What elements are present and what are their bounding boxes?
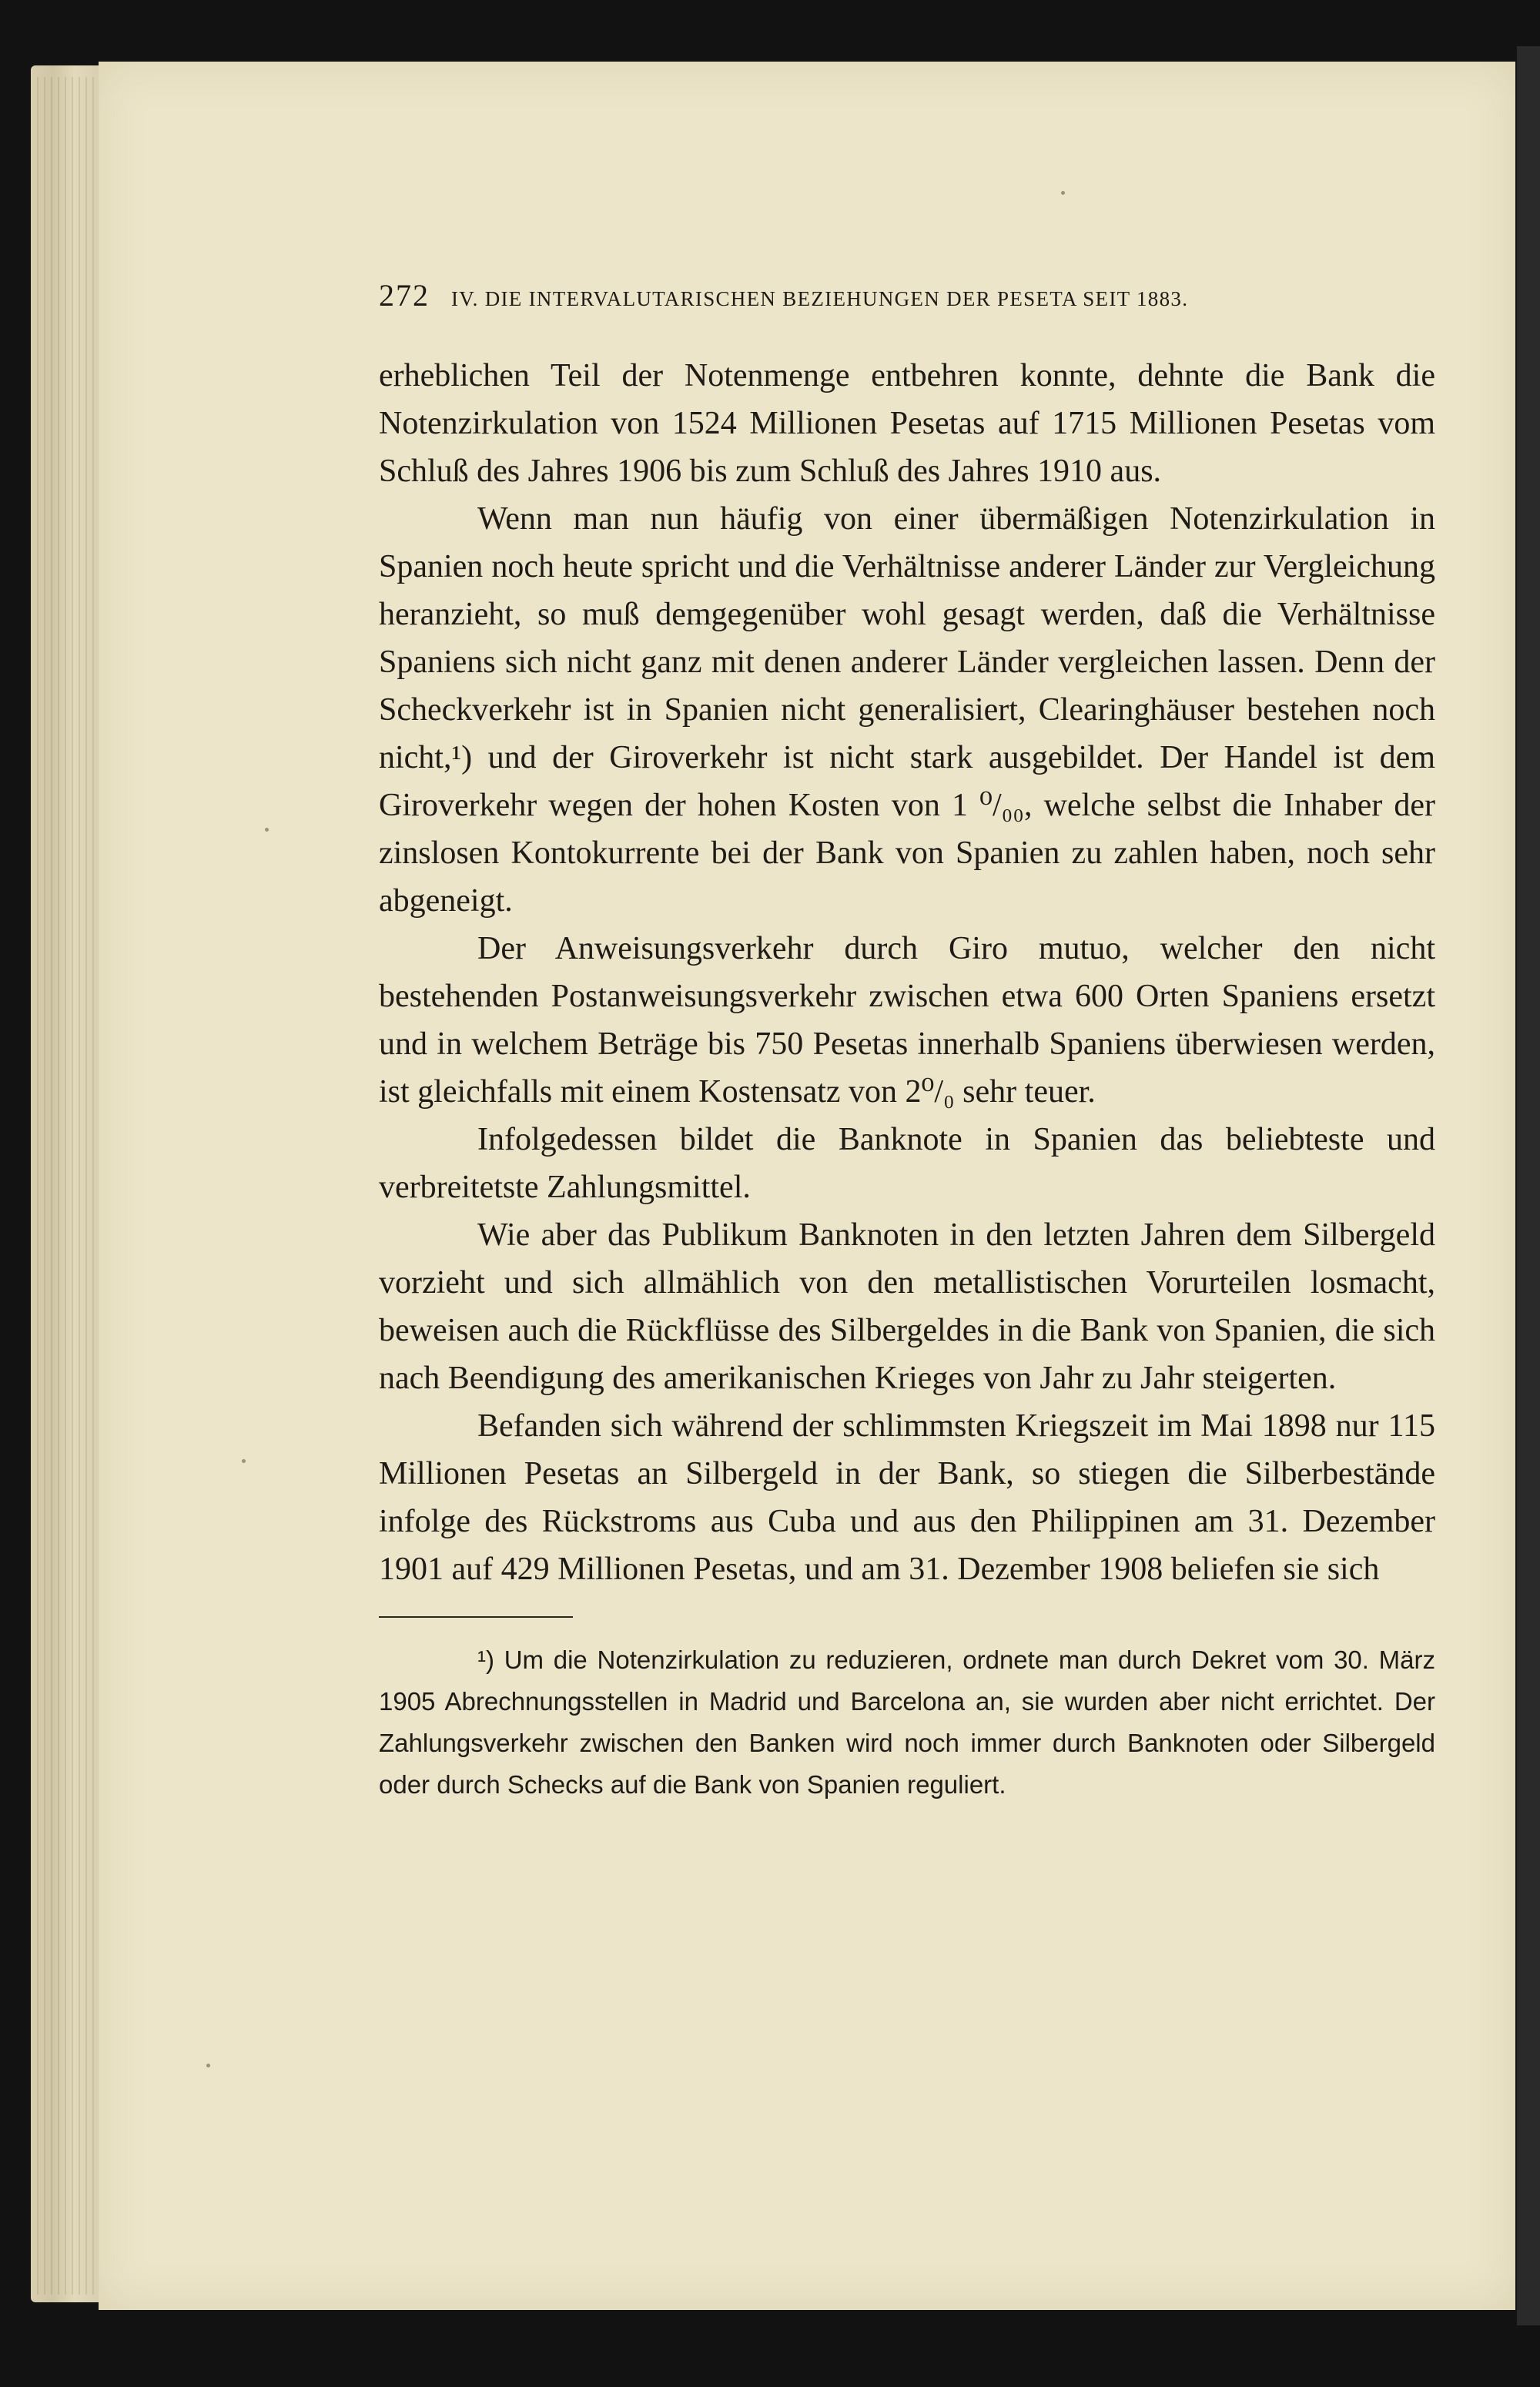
page-content — [379, 277, 1435, 1806]
paragraph: erheblichen Teil der Notenmenge entbehren konnte, dehnte die Bank die Notenzirkulation von 1524 Millionen Pesetas auf 1715 Millionen Pesetas vom Schluß des Jahres 1906 bis zum Schluß des Jahres 1910 aus. — [379, 358, 1435, 489]
footnote-divider — [379, 1616, 573, 1618]
chapter-title: IV. DIE INTERVALUTARISCHEN BEZIEHUNGEN DER PESETA SEIT 1883. — [451, 287, 1189, 310]
body-text — [379, 352, 1435, 1593]
running-head — [379, 277, 1435, 313]
footnote: ¹) Um die Notenzirkulation zu reduzieren, ordnete man durch Dekret vom 30. März 1905 Abrechnungsstellen in Madrid und Barcelona an, sie wurden aber nicht errichtet. Der Zahlungsverkehr zwischen den Banken wird noch immer durch Banknoten oder Silbergeld oder durch Schecks auf die Bank von Spanien reguliert. — [379, 1645, 1435, 1799]
gutter-shadow — [1517, 46, 1540, 2325]
paragraph: Der Anweisungsverkehr durch Giro mutuo, welcher den nicht bestehenden Postanweisungsverkehr zwischen etwa 600 Orten Spaniens ersetzt und in welchem Beträge bis 750 Pesetas innerhalb Spaniens überwiesen werden, ist gleichfalls mit einem Kostensatz von 2⁰/₀ sehr teuer. — [379, 931, 1435, 1110]
page-number: 272 — [379, 278, 430, 313]
paragraph: Wie aber das Publikum Banknoten in den letzten Jahren dem Silbergeld vorzieht und sich allmählich von den metallistischen Vorurteilen losmacht, beweisen auch die Rückflüsse des Silbergeldes in die Bank von Spanien, die sich nach Beendigung des amerikanischen Krieges von Jahr zu Jahr steigerten. — [379, 1217, 1435, 1396]
paper-speck — [1061, 191, 1065, 195]
paper-speck — [206, 2064, 210, 2067]
paragraph: Wenn man nun häufig von einer übermäßigen Notenzirkulation in Spanien noch heute spricht und die Verhältnisse anderer Länder zur Vergleichung heranzieht, so muß demgegenüber wohl gesagt werden, daß die Verhältnisse Spaniens sich nicht ganz mit denen anderer Länder vergleichen lassen. Denn der Scheckverkehr ist in Spanien nicht generalisiert, Clearinghäuser bestehen noch nicht,¹) und der Giroverkehr ist nicht stark ausgebildet. Der Handel ist dem Giroverkehr wegen der hohen Kosten von 1 ⁰/₀₀, welche selbst die Inhaber der zinslosen Kontokurrente bei der Bank von Spanien zu zahlen haben, noch sehr abgeneigt. — [379, 501, 1435, 919]
paper-speck — [265, 828, 269, 832]
paper-speck — [242, 1459, 246, 1463]
page-edge-lines — [37, 77, 99, 2295]
paragraph: Infolgedessen bildet die Banknote in Spanien das beliebteste und verbreitetste Zahlungsmittel. — [379, 1122, 1435, 1205]
paragraph: Befanden sich während der schlimmsten Kriegszeit im Mai 1898 nur 115 Millionen Pesetas an Silbergeld in der Bank, so stiegen die Silberbestände infolge des Rückstroms aus Cuba und aus den Philippinen am 31. Dezember 1901 auf 429 Millionen Pesetas, und am 31. Dezember 1908 beliefen sie sich — [379, 1408, 1435, 1587]
